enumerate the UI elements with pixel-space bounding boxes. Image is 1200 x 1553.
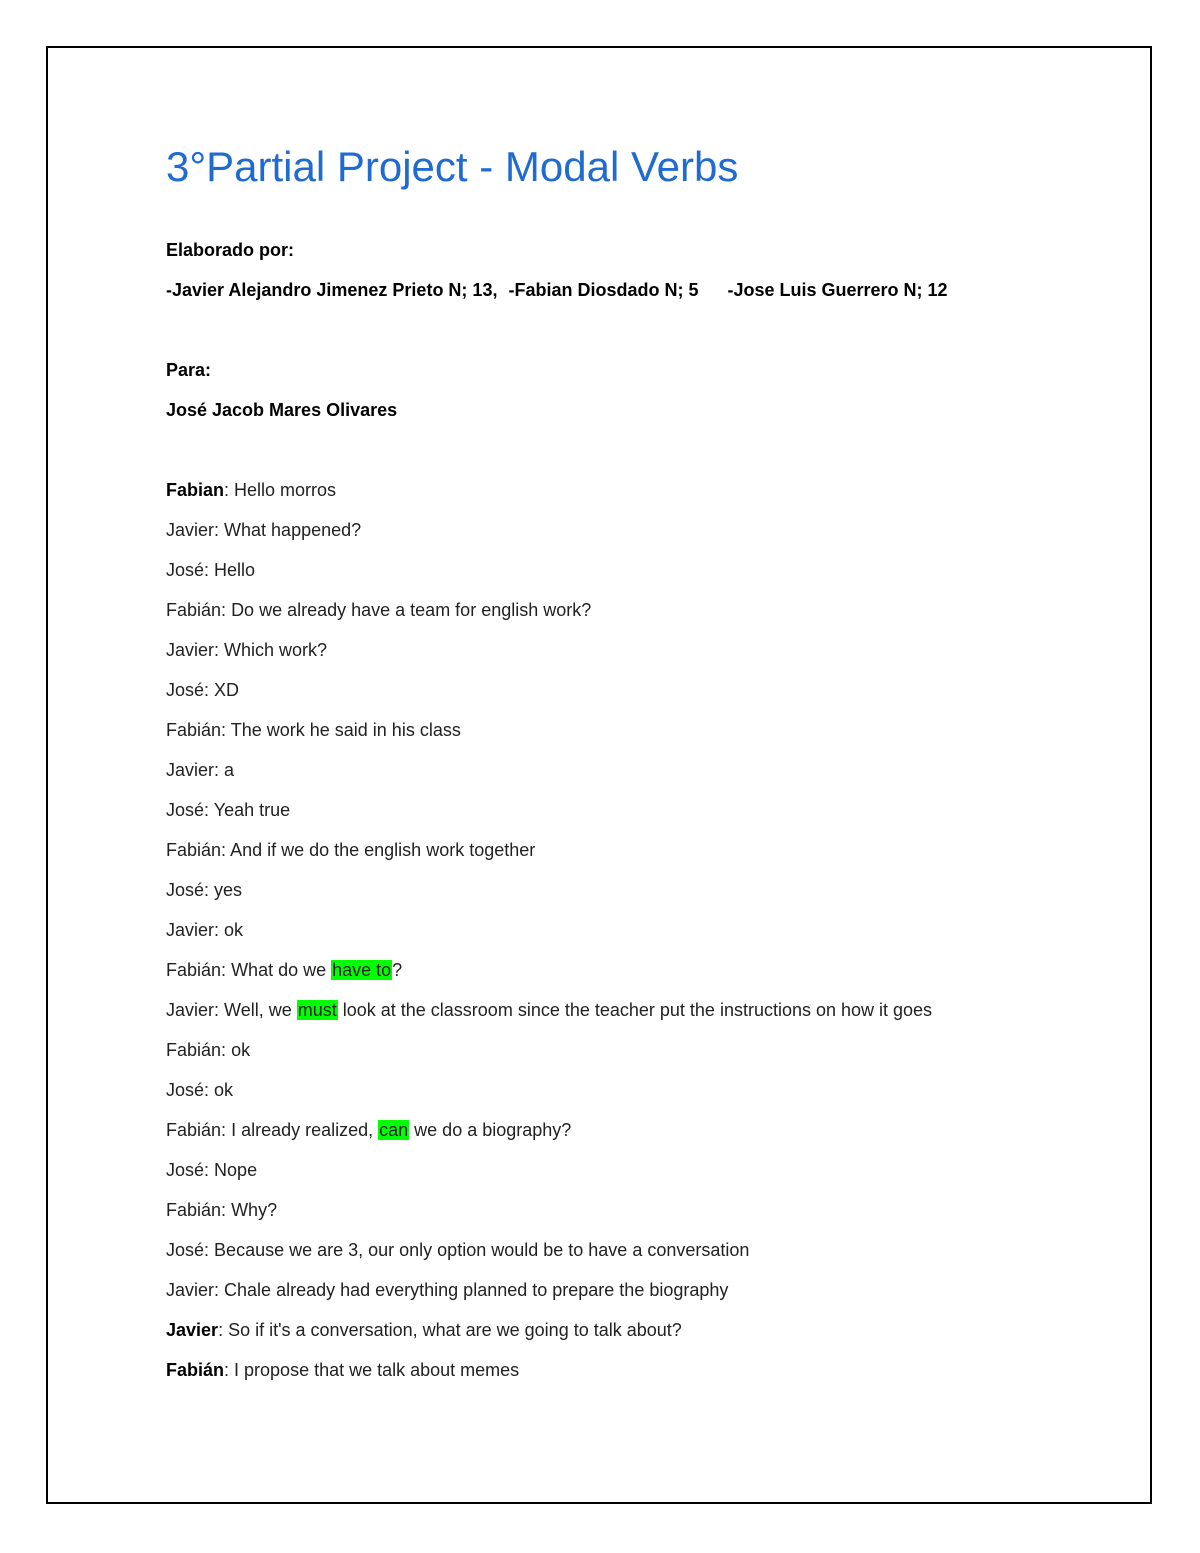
speaker-name: Javier	[166, 920, 215, 940]
dialogue-line	[166, 1278, 932, 1318]
author-jose: -Jose Luis Guerrero N; 12	[727, 280, 948, 300]
dialogue-list	[166, 478, 932, 1398]
speaker-separator: :	[214, 520, 225, 540]
dialogue-line	[166, 718, 932, 758]
dialogue-line	[166, 1238, 932, 1278]
speaker-name: Fabián	[166, 960, 222, 980]
author-javier: -Javier Alejandro Jimenez Prieto N; 13,	[166, 280, 498, 300]
speaker-separator: :	[204, 1240, 215, 1260]
modal-verb-highlight: have to	[332, 960, 392, 980]
speaker-separator: :	[214, 760, 225, 780]
line-text: Hello morros	[234, 480, 337, 500]
dialogue-line	[166, 678, 932, 718]
speaker-name: José	[166, 1080, 205, 1100]
speaker-name: Javier	[166, 520, 215, 540]
dialogue-line	[166, 838, 932, 878]
line-text: Nope	[214, 1160, 258, 1180]
speaker-name: José	[166, 1240, 205, 1260]
speaker-name: José	[166, 560, 205, 580]
line-text-after: look at the classroom since the teacher put the instructions on how it goes	[337, 1000, 933, 1020]
line-text: Chale already had everything planned to prepare the biography	[224, 1280, 729, 1300]
dialogue-line	[166, 518, 932, 558]
elaborado-label: Elaborado por:	[166, 240, 295, 260]
dialogue-line	[166, 758, 932, 798]
recipient-name: José Jacob Mares Olivares	[166, 400, 398, 420]
modal-verb-highlight: must	[297, 1000, 337, 1020]
line-text: What happened?	[224, 520, 362, 540]
dialogue-line	[166, 998, 932, 1038]
line-text: I propose that we talk about memes	[234, 1360, 520, 1380]
speaker-name: Fabián	[166, 600, 222, 620]
dialogue-line	[166, 1078, 932, 1118]
line-text: Why?	[231, 1200, 278, 1220]
dialogue-line	[166, 1158, 932, 1198]
line-text-after: we do a biography?	[409, 1120, 572, 1140]
speaker-separator: :	[221, 840, 231, 860]
dialogue-line	[166, 918, 932, 958]
line-text: What do we	[231, 960, 332, 980]
speaker-name: José	[166, 880, 205, 900]
speaker-name: José	[166, 800, 205, 820]
line-text: yes	[214, 880, 243, 900]
speaker-name: Fabian	[166, 480, 225, 500]
line-text: Do we already have a team for english work?	[231, 600, 592, 620]
dialogue-line	[166, 478, 932, 518]
line-text-after: ?	[392, 960, 403, 980]
speaker-separator: :	[224, 480, 235, 500]
speaker-separator: :	[204, 560, 215, 580]
authors-line	[166, 278, 948, 302]
line-text: ok	[224, 920, 244, 940]
speaker-separator: :	[214, 1280, 225, 1300]
speaker-separator: :	[214, 640, 225, 660]
para-label: Para:	[166, 360, 212, 380]
speaker-name: Fabián	[166, 1200, 222, 1220]
dialogue-line	[166, 798, 932, 838]
speaker-name: Fabián	[166, 1120, 222, 1140]
dialogue-line	[166, 598, 932, 638]
dialogue-line	[166, 878, 932, 918]
line-text: And if we do the english work together	[230, 840, 536, 860]
speaker-separator: :	[204, 1080, 215, 1100]
speaker-separator: :	[214, 920, 225, 940]
speaker-name: Javier	[166, 1280, 215, 1300]
speaker-separator: :	[221, 1120, 232, 1140]
speaker-name: Javier	[166, 760, 215, 780]
speaker-separator: :	[224, 1360, 235, 1380]
speaker-name: Javier	[166, 640, 215, 660]
dialogue-line	[166, 638, 932, 678]
author-fabian: -Fabian Diosdado N; 5	[508, 280, 699, 300]
speaker-separator: :	[221, 1040, 232, 1060]
speaker-separator: :	[218, 1320, 229, 1340]
speaker-separator: :	[204, 800, 214, 820]
speaker-separator: :	[214, 1000, 225, 1020]
dialogue-line	[166, 1198, 932, 1238]
speaker-separator: :	[221, 960, 232, 980]
document-title: 3°Partial Project - Modal Verbs	[166, 143, 739, 190]
speaker-name: Javier	[166, 1000, 215, 1020]
speaker-separator: :	[204, 680, 215, 700]
speaker-separator: :	[204, 1160, 215, 1180]
line-text: ok	[214, 1080, 234, 1100]
speaker-name: José	[166, 1160, 205, 1180]
line-text: The work he said in his class	[230, 720, 461, 740]
line-text: Yeah true	[213, 800, 291, 820]
speaker-name: Fabián	[166, 1360, 225, 1380]
line-text: a	[224, 760, 235, 780]
line-text: I already realized,	[231, 1120, 379, 1140]
speaker-name: Fabián	[166, 840, 222, 860]
dialogue-line	[166, 958, 932, 998]
speaker-name: Fabián	[166, 720, 222, 740]
line-text: ok	[231, 1040, 251, 1060]
line-text: Hello	[214, 560, 256, 580]
modal-verb-highlight: can	[379, 1120, 409, 1140]
dialogue-line	[166, 558, 932, 598]
speaker-name: Fabián	[166, 1040, 222, 1060]
dialogue-line	[166, 1318, 932, 1358]
line-text: So if it's a conversation, what are we going to talk about?	[228, 1320, 682, 1340]
speaker-separator: :	[221, 600, 232, 620]
speaker-separator: :	[204, 880, 215, 900]
dialogue-line	[166, 1118, 932, 1158]
line-text: Which work?	[224, 640, 328, 660]
line-text: Well, we	[224, 1000, 297, 1020]
speaker-separator: :	[221, 720, 231, 740]
speaker-name: Javier	[166, 1320, 219, 1340]
line-text: Because we are 3, our only option would be to have a conversation	[214, 1240, 750, 1260]
speaker-separator: :	[221, 1200, 232, 1220]
dialogue-line	[166, 1358, 932, 1398]
line-text: XD	[214, 680, 240, 700]
dialogue-line	[166, 1038, 932, 1078]
speaker-name: José	[166, 680, 205, 700]
